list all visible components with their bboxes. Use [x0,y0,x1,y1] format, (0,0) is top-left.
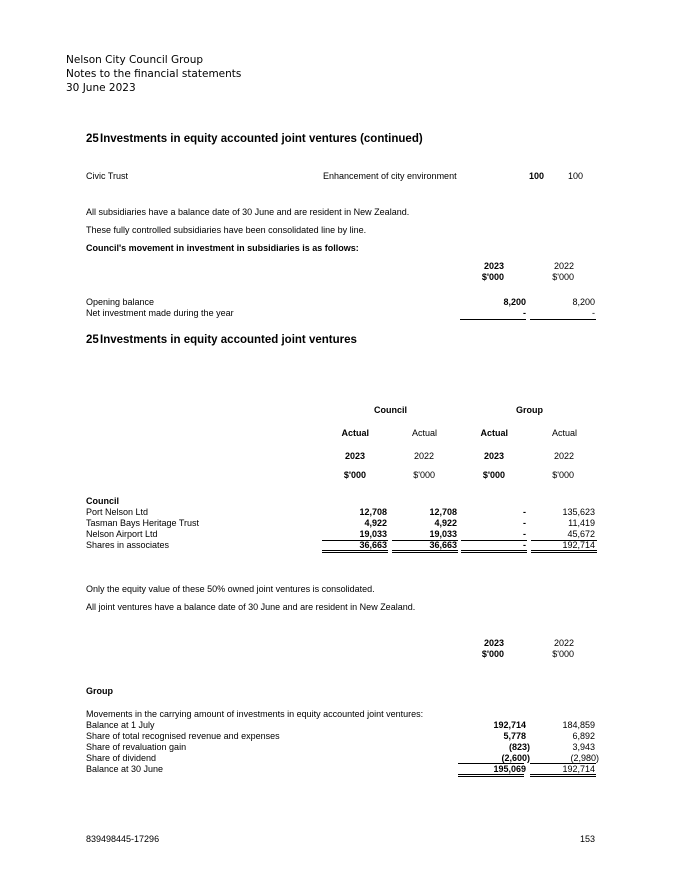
header-org-name: Nelson City Council Group [66,54,204,66]
subs-row-label: Net investment made during the year [86,308,234,318]
jv-row-label: Tasman Bays Heritage Trust [86,518,200,528]
subs-col-2023: 2023 [483,261,504,271]
group-total-double-rule [530,774,596,777]
subs-unit-2023: $'000 [481,272,504,282]
jv-col-year: 2022 [413,451,434,461]
jv-balance-date-note: All joint ventures have a balance date of 30 June and are resident in New Zealand. [86,602,416,612]
jv-row-label: Nelson Airport Ltd [86,529,158,539]
jv-equity-value-note: Only the equity value of these 50% owned joint ventures is consolidated. [86,584,375,594]
group-col-2022: 2022 [553,638,574,648]
civic-trust-2023: 100 [528,171,544,181]
group-row-2023: 192,714 [493,720,526,730]
group-row-2022: (2,980) [570,753,599,763]
subsidiaries-balance-date-note: All subsidiaries have a balance date of 30 June and are resident in New Zealand. [86,207,410,217]
jv-col-year: 2022 [553,451,574,461]
section-heading-continued [86,133,423,145]
subs-unit-2022: $'000 [552,272,574,282]
jv-row-group-2022: 11,419 [568,518,595,528]
footer-doc-id: 839498445-17296 [86,834,160,844]
group-row-2023: 195,069 [493,764,526,774]
jv-row-council-2022: 4,922 [434,518,457,528]
jv-row-council-2023: 12,708 [359,507,387,517]
jv-col-unit: $'000 [482,470,505,480]
group-row-2022: 192,714 [562,764,595,774]
jv-section-label: Council [86,496,119,506]
group-row-label: Share of total recognised revenue and expenses [86,731,280,741]
group-label: Group [86,686,113,696]
jv-row-group-2022: 192,714 [562,540,595,550]
group-col-2023: 2023 [483,638,504,648]
group-total-double-rule [458,774,524,777]
subsidiaries-consolidated-note: These fully controlled subsidiaries have been consolidated line by line. [86,225,367,235]
section-title: Investments in equity accounted joint ventures [100,334,357,346]
jv-total-double-rule [461,550,527,553]
group-row-2022: 3,943 [572,742,595,752]
subs-col-2022: 2022 [553,261,574,271]
jv-col-year: 2023 [344,451,365,461]
group-movements-intro: Movements in the carrying amount of investments in equity accounted joint ventures: [86,709,424,719]
header-date: 30 June 2023 [66,82,136,94]
jv-row-council-2022: 19,033 [429,529,457,539]
jv-total-double-rule [531,550,597,553]
group-row-label: Share of revaluation gain [86,742,187,752]
jv-total-double-rule [322,550,388,553]
jv-row-label: Shares in associates [86,540,170,550]
jv-col-unit: $'000 [413,470,435,480]
jv-row-group-2023: - [523,540,526,550]
jv-total-double-rule [392,550,458,553]
jv-row-council-2022: 12,708 [429,507,457,517]
jv-row-group-2023: - [523,507,526,517]
jv-row-group-2022: 45,672 [567,529,595,539]
jv-row-group-2023: - [523,529,526,539]
subs-row-2023: - [523,308,526,318]
jv-row-group-2022: 135,623 [562,507,595,517]
section-number: 25 [86,334,99,346]
jv-row-group-2023: - [523,518,526,528]
group-unit-2023: $'000 [481,649,504,659]
civic-trust-activity: Enhancement of city environment [323,171,457,181]
jv-col-actual: Actual [480,428,508,438]
jv-col-year: 2023 [483,451,504,461]
subs-row-label: Opening balance [86,297,155,307]
section-heading-jv [86,334,357,346]
section-title: Investments in equity accounted joint ventures (continued) [100,133,423,145]
jv-col-actual: Actual [551,428,577,438]
jv-col-actual: Actual [341,428,369,438]
subs-row-2023: 8,200 [503,297,526,307]
jv-group-council-header: Council [374,405,407,415]
group-row-2022: 184,859 [562,720,595,730]
header-notes-title: Notes to the financial statements [66,68,242,80]
jv-row-council-2023: 36,663 [359,540,387,550]
group-row-2022: 6,892 [572,731,595,741]
subs-total-rule-2023 [460,319,526,320]
group-row-2023: (2,600) [501,753,530,763]
jv-row-council-2023: 19,033 [359,529,387,539]
jv-col-unit: $'000 [343,470,366,480]
section-number: 25 [86,133,99,145]
jv-row-council-2023: 4,922 [364,518,387,528]
civic-trust-name: Civic Trust [86,171,129,181]
group-row-label: Balance at 30 June [86,764,164,774]
group-row-label: Share of dividend [86,753,157,763]
civic-trust-2022: 100 [567,171,583,181]
group-unit-2022: $'000 [552,649,574,659]
group-row-label: Balance at 1 July [86,720,155,730]
movement-heading: Council's movement in investment in subsidiaries is as follows: [86,243,359,253]
subs-row-2022: 8,200 [572,297,595,307]
jv-group-group-header: Group [516,405,543,415]
group-row-2023: 5,778 [503,731,526,741]
subs-total-rule-2022 [530,319,596,320]
jv-row-label: Port Nelson Ltd [86,507,149,517]
group-row-2023: (823) [508,742,530,752]
jv-row-council-2022: 36,663 [429,540,457,550]
jv-col-actual: Actual [411,428,437,438]
jv-subtotal-rule [461,540,527,541]
jv-col-unit: $'000 [552,470,574,480]
footer-page-number: 153 [579,834,595,844]
subs-row-2022: - [592,308,595,318]
